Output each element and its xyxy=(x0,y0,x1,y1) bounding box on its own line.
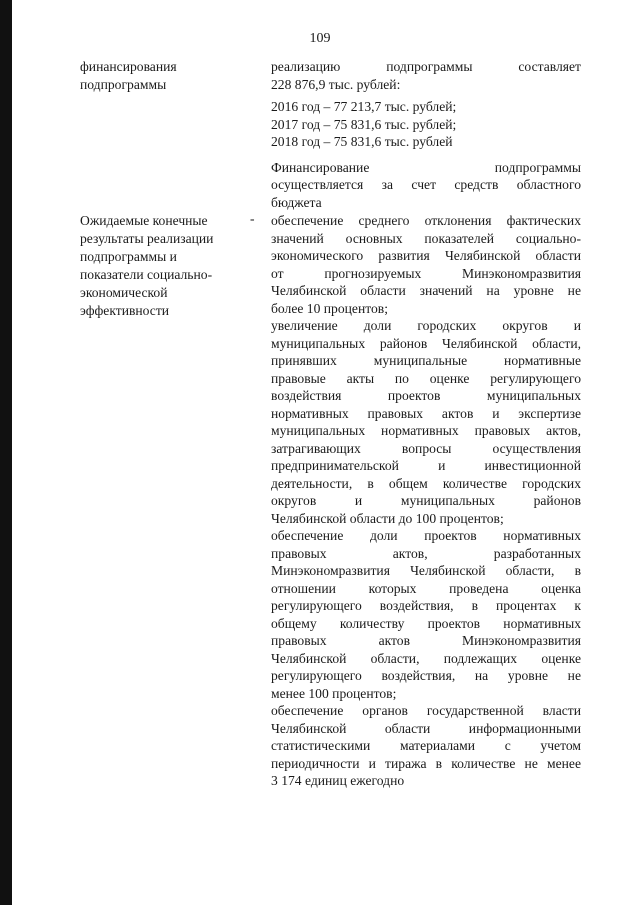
row-2-label-line: результаты реализации xyxy=(80,231,214,246)
row-1-paragraph-3 xyxy=(271,159,581,212)
text-line: правовых актов, разработанных xyxy=(271,545,581,561)
text-line: обеспечение доли проектов нормативных xyxy=(271,528,581,543)
text-line: экономического развития Челябинской области xyxy=(271,248,581,263)
row-2-dash: - xyxy=(250,211,255,226)
text-line: увеличение доли городских округов и xyxy=(271,318,581,333)
text-line: менее 100 процентов; xyxy=(271,685,397,701)
text-line: регулирующего воздействия, в процентах к xyxy=(271,598,581,613)
text-line: периодичности и тиража в количестве не менее xyxy=(271,755,581,771)
text-line: 2018 год – 75 831,6 тыс. рублей xyxy=(271,134,453,149)
text-line: 2016 год – 77 213,7 тыс. рублей; xyxy=(271,99,457,114)
text-line: более 10 процентов; xyxy=(271,300,388,316)
text-line: Финансирование подпрограммы xyxy=(271,159,581,175)
row-1-paragraph-2 xyxy=(271,98,581,151)
text-line: воздействия проектов муниципальных xyxy=(271,388,581,403)
text-line: нормативных правовых актов и экспертизе xyxy=(271,405,581,421)
row-1-paragraph-1 xyxy=(271,58,581,93)
text-line: Челябинской области до 100 процентов; xyxy=(271,510,504,526)
text-line: Челябинской области информационными xyxy=(271,720,581,736)
text-line: Челябинской области значений на уровне не xyxy=(271,283,581,298)
row-1-label xyxy=(80,58,240,94)
page-number: 109 xyxy=(309,31,331,46)
text-line: значений основных показателей социально- xyxy=(271,230,581,246)
text-line: правовые акты по оценке регулирующего xyxy=(271,370,581,386)
text-line: предпринимательской и инвестиционной xyxy=(271,458,581,473)
text-line: общему количеству проектов нормативных xyxy=(271,615,581,631)
text-line: 2017 год – 75 831,6 тыс. рублей; xyxy=(271,116,457,132)
row-1-label-line: финансирования xyxy=(80,59,177,74)
row-1-content xyxy=(271,58,581,211)
row-2-content xyxy=(271,212,581,790)
text-line: 3 174 единиц ежегодно xyxy=(271,773,405,788)
text-line: отношении которых проведена оценка xyxy=(271,580,581,596)
text-line: Минэкономразвития Челябинской области, в xyxy=(271,563,581,578)
text-line: 228 876,9 тыс. рублей: xyxy=(271,76,401,92)
row-2-label-line: подпрограммы и xyxy=(80,249,177,264)
text-line: обеспечение органов государственной власти xyxy=(271,703,581,718)
row-2-label-line: показатели социально- xyxy=(80,267,213,282)
text-line: принявших муниципальные нормативные xyxy=(271,353,581,368)
text-line: затрагивающих вопросы осуществления xyxy=(271,440,581,456)
text-line: муниципальных нормативных правовых актов, xyxy=(271,423,581,438)
text-line: Челябинской области, подлежащих оценке xyxy=(271,650,581,666)
text-line: реализацию подпрограммы составляет xyxy=(271,59,581,74)
text-line: округов и муниципальных районов xyxy=(271,493,581,508)
row-2-label-line: экономической xyxy=(80,285,168,300)
text-line: муниципальных районов Челябинской области, xyxy=(271,335,581,351)
row-2-label-line: эффективности xyxy=(80,303,170,318)
row-1-label-line: подпрограммы xyxy=(80,77,167,92)
text-line: бюджета xyxy=(271,194,322,210)
text-line: статистическими материалами с учетом xyxy=(271,738,581,753)
text-line: деятельности, в общем количестве городских xyxy=(271,475,581,491)
text-line: обеспечение среднего отклонения фактических xyxy=(271,213,581,228)
row-2-label-line: Ожидаемые конечные xyxy=(80,213,208,228)
text-line: от прогнозируемых Минэкономразвития xyxy=(271,265,581,281)
text-line: осуществляется за счет средств областного xyxy=(271,177,581,192)
text-line: регулирующего воздействия, на уровне не xyxy=(271,668,581,683)
text-line: правовых актов Минэкономразвития xyxy=(271,633,581,648)
scan-edge-left xyxy=(0,0,12,905)
row-2-label xyxy=(80,212,240,320)
